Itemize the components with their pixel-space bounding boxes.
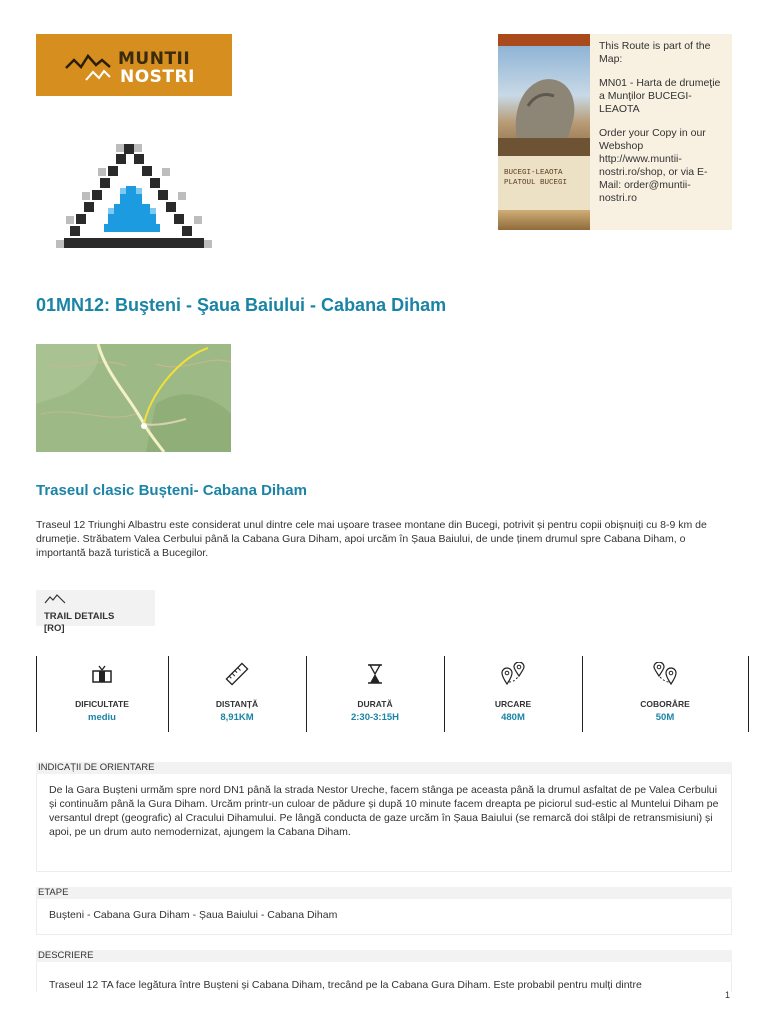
trail-stats <box>36 656 749 732</box>
blue-triangle-marker-icon <box>36 116 232 276</box>
stages-text: Bușteni - Cabana Gura Diham - Șaua Baiului - Cabana Diham <box>49 909 338 921</box>
logo-word-nostri: NOSTRI <box>120 67 195 87</box>
description-heading: DESCRIERE <box>36 950 732 962</box>
map-note-intro: This Route is part of the Map: <box>599 40 711 65</box>
stages-content <box>36 899 732 935</box>
map-cover-title-line-1: BUCEGI-LEAOTA <box>504 169 563 177</box>
stat-duration <box>306 656 444 732</box>
hourglass-icon <box>363 662 387 686</box>
map-cover-title <box>504 168 584 188</box>
stat-ascent <box>444 656 582 732</box>
route-map-image[interactable] <box>36 344 231 452</box>
ascent-pins-icon <box>500 662 526 686</box>
stat-value: 50M <box>655 712 675 723</box>
stat-label: COBORÂRE <box>640 699 690 709</box>
description-content <box>36 962 732 992</box>
trail-tab-label-line2: [RO] <box>44 623 65 634</box>
orientation-heading: INDICAȚII DE ORIENTARE <box>36 762 732 774</box>
stat-label: DURATĂ <box>357 699 393 709</box>
ruler-icon <box>225 662 249 686</box>
difficulty-icon <box>90 662 114 686</box>
logo-word-muntii: MUNTII <box>118 49 191 69</box>
stat-value: 2:30-3:15H <box>350 712 400 723</box>
map-note-map-name: MN01 - Harta de drumeţie a Munţilor BUCEGI-LEAOTA <box>599 77 721 115</box>
route-intro: Traseul 12 Triunghi Albastru este considerat unul dintre cele mai ușoare trasee montane din Bucegi, potrivit și pentru copii obișnuiți cu 8-9 km de drumeție. Străbatem Valea Cerbului până la Cabana Gura Diham, apoi urcăm în Șaua Baiului, de unde ținem drumul spre Cabana Diham, o importantă bază turistică a Bucegilor. <box>36 519 707 559</box>
trail-tab-label-line1: TRAIL DETAILS <box>44 611 115 622</box>
muntii-nostri-logo <box>36 34 232 96</box>
stat-distance <box>168 656 306 732</box>
mountain-outline-icon <box>44 593 66 605</box>
map-cover-top-band <box>498 34 590 46</box>
map-promo-note <box>590 34 732 230</box>
stat-descent <box>582 656 748 732</box>
map-cover-image[interactable] <box>498 34 590 230</box>
map-cover-bottom <box>498 210 590 230</box>
description-text: Traseul 12 TA face legătura între Bușteni și Cabana Diham, trecând pe la Cabana Gura Diham. Este probabil pentru mulți dintre <box>49 979 642 991</box>
trail-details-tab[interactable] <box>36 590 155 634</box>
orientation-text: De la Gara Bușteni urmăm spre nord DN1 până la strada Nestor Ureche, facem stânga pe aceasta până la drumul asfaltat de pe Valea Cerbului și continuăm până la Gura Diham. Urcăm printr-un culoar de pădure și după 10 minute facem dreapta pe piciorul sud-estic al Muntelui Diham pe versantul drept (geografic) al Cracului Dihamului. Pe lângă conducta de gaze urcăm în Șaua Baiului (se remarcă doi stâlpi de retransmisiuni) și apoi, pe un drum auto nemodernizat, ajungem la Cabana Diham. <box>49 784 719 838</box>
stat-label: DIFICULTATE <box>75 699 129 709</box>
stat-divider <box>748 656 749 732</box>
stat-value: 8,91KM <box>220 712 254 723</box>
orientation-content <box>36 774 732 872</box>
map-cover-title-line-2: PLATOUL BUCEGI <box>504 179 568 187</box>
descent-pins-icon <box>652 662 678 686</box>
sphinx-photo <box>498 46 590 156</box>
page-number: 1 <box>725 990 731 1000</box>
stages-heading: ETAPE <box>36 887 732 899</box>
stat-value: mediu <box>88 712 116 723</box>
mountain-logo-icon <box>64 50 114 82</box>
stat-difficulty <box>36 656 168 732</box>
map-note-order[interactable]: Order your Copy in our Webshop http://www.muntii-nostri.ro/shop, or via E-Mail: order@muntii-nostri.ro <box>599 127 708 204</box>
route-title: 01MN12: Buşteni - Şaua Baiului - Cabana Diham <box>36 295 447 315</box>
stat-label: DISTANȚĂ <box>215 699 259 709</box>
stat-label: URCARE <box>494 699 532 709</box>
route-subtitle: Traseul clasic Bușteni- Cabana Diham <box>36 482 307 499</box>
stat-value: 480M <box>501 712 525 723</box>
